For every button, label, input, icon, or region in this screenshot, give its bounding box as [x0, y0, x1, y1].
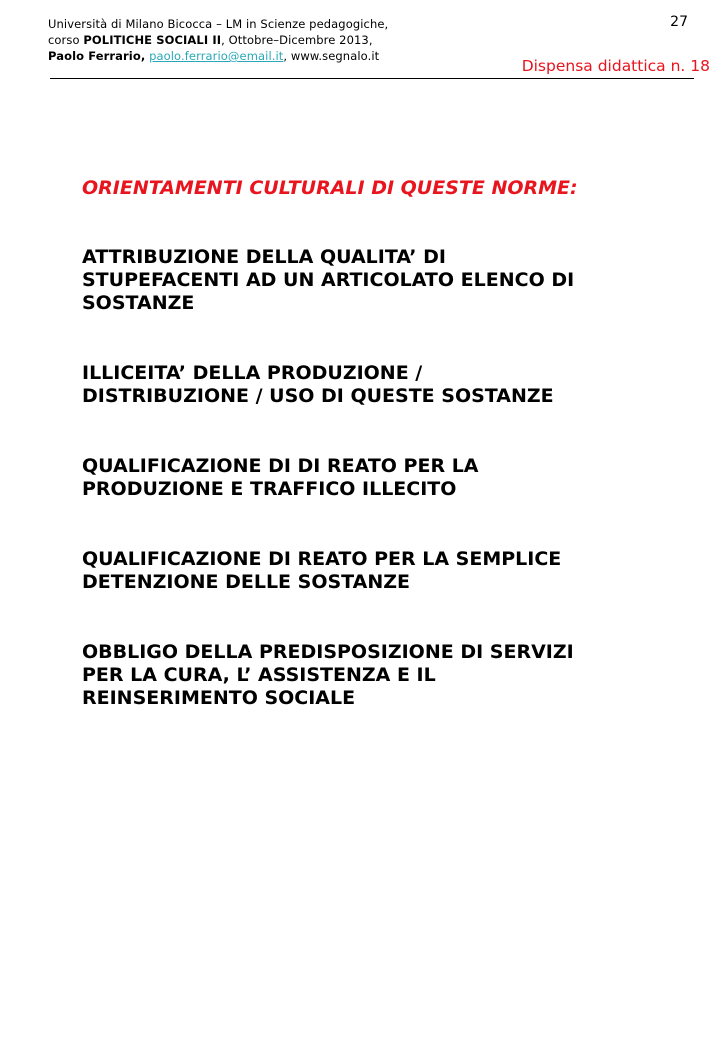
point-line: DETENZIONE DELLE SOSTANZE — [82, 571, 411, 593]
point-line: PRODUZIONE E TRAFFICO ILLECITO — [82, 478, 457, 500]
list-item — [82, 641, 672, 710]
point-line: ATTRIBUZIONE DELLA QUALITA’ DI — [82, 246, 446, 268]
list-item — [82, 362, 672, 408]
header-divider — [50, 78, 694, 79]
list-item — [82, 548, 672, 594]
header-author-line — [48, 48, 448, 64]
point-line: ILLICEITA’ DELLA PRODUZIONE / — [82, 362, 423, 384]
header-course-prefix: corso — [48, 33, 84, 47]
header-university-line — [48, 16, 448, 32]
list-item — [82, 246, 672, 315]
point-line: DISTRIBUZIONE / USO DI QUESTE SOSTANZE — [82, 385, 554, 407]
section-heading: ORIENTAMENTI CULTURALI DI QUESTE NORME: — [82, 177, 578, 199]
header-website: , www.segnalo.it — [283, 49, 380, 63]
dispensa-label: Dispensa didattica n. 18 — [521, 57, 710, 75]
point-line: QUALIFICAZIONE DI REATO PER LA SEMPLICE — [82, 548, 562, 570]
document-header — [48, 16, 448, 64]
point-line: SOSTANZE — [82, 292, 195, 314]
point-line: PER LA CURA, L’ ASSISTENZA E IL — [82, 664, 436, 686]
header-author: Paolo Ferrario, — [48, 49, 146, 63]
author-email-link[interactable]: paolo.ferrario@email.it — [149, 49, 284, 63]
header-course-name: POLITICHE SOCIALI II — [83, 33, 222, 47]
header-course-period: , Ottobre–Dicembre 2013, — [221, 33, 373, 47]
point-line: OBBLIGO DELLA PREDISPOSIZIONE DI SERVIZI — [82, 641, 574, 663]
point-line: REINSERIMENTO SOCIALE — [82, 687, 356, 709]
point-line: QUALIFICAZIONE DI DI REATO PER LA — [82, 455, 479, 477]
list-item — [82, 455, 672, 501]
points-list — [82, 246, 672, 710]
point-line: STUPEFACENTI AD UN ARTICOLATO ELENCO DI — [82, 269, 575, 291]
header-course-line — [48, 32, 448, 48]
header-university-text: Università di Milano Bicocca – LM in Scienze pedagogiche, — [48, 17, 389, 31]
page-number: 27 — [670, 14, 688, 30]
